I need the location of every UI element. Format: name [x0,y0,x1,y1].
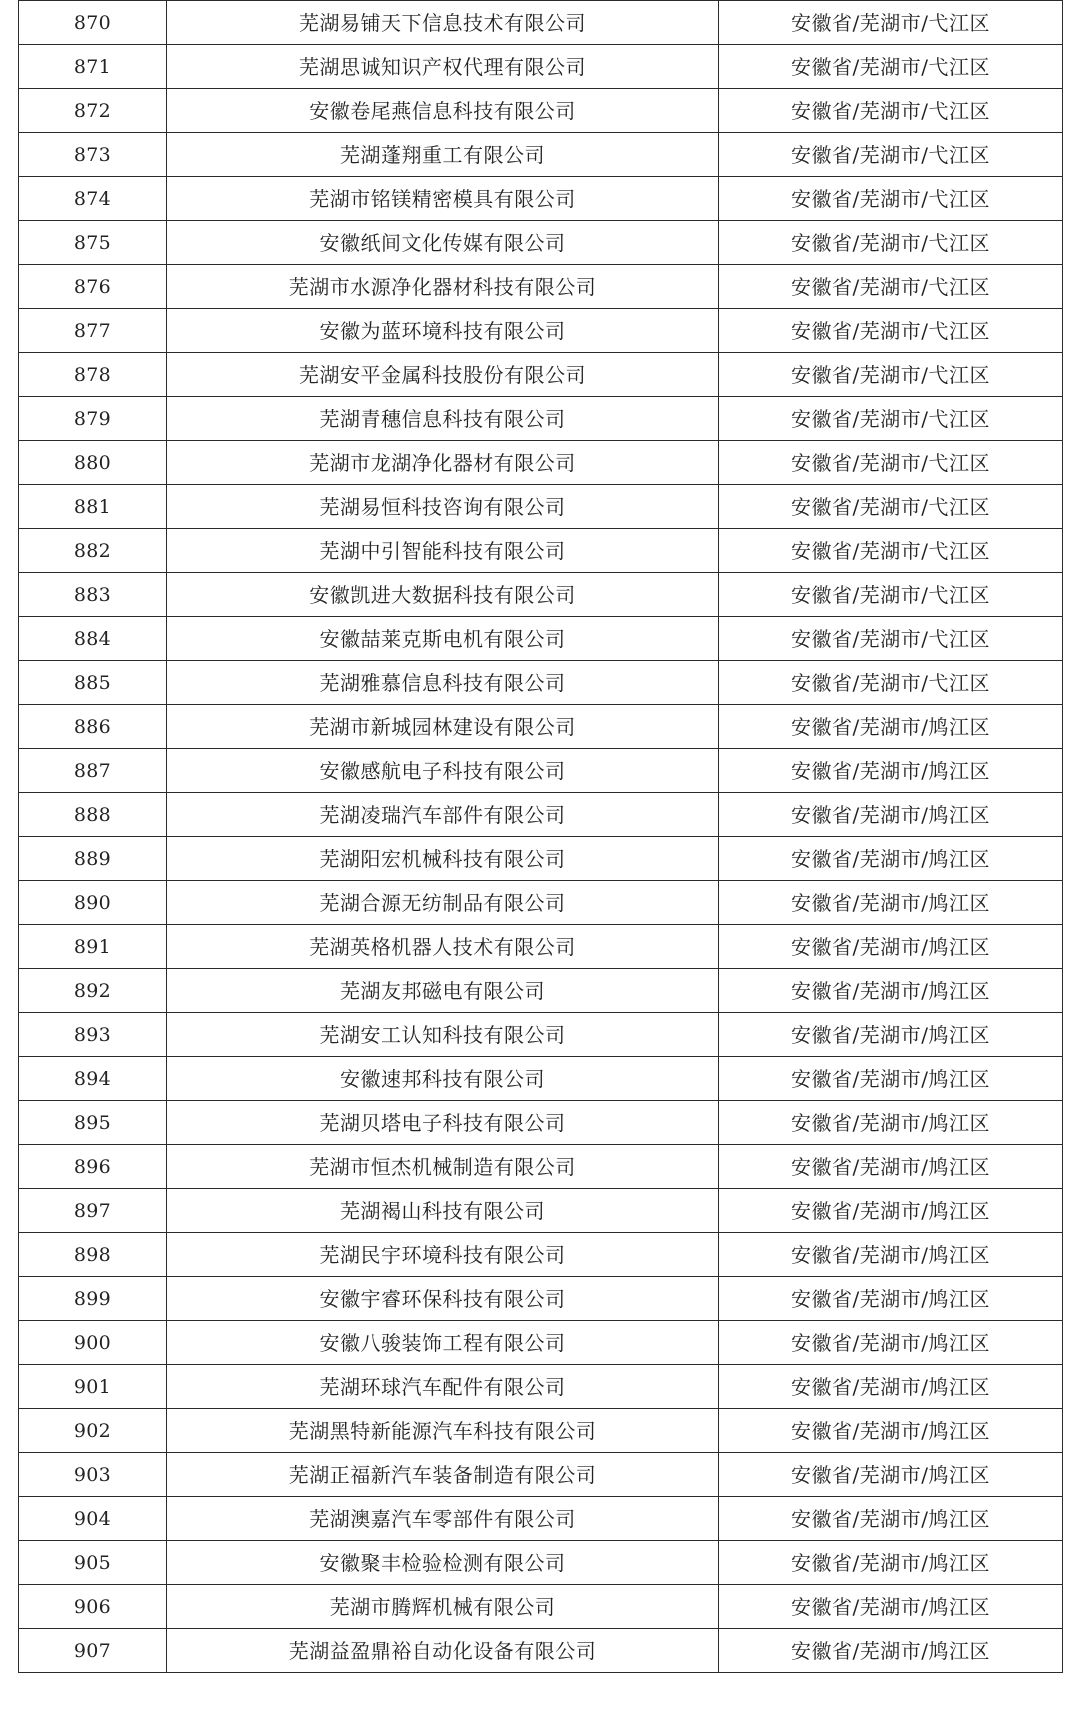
table-row [19,749,1063,793]
row-number-cell: 890 [19,881,167,925]
company-name-cell: 芜湖市新城园林建设有限公司 [167,705,719,749]
region-cell: 安徽省/芜湖市/鸠江区 [719,1145,1063,1189]
region-cell: 安徽省/芜湖市/鸠江区 [719,881,1063,925]
company-list-table [18,0,1063,1673]
company-name-cell: 安徽感航电子科技有限公司 [167,749,719,793]
company-name-cell: 芜湖阳宏机械科技有限公司 [167,837,719,881]
company-name-cell: 芜湖环球汽车配件有限公司 [167,1365,719,1409]
row-number-cell: 893 [19,1013,167,1057]
table-row [19,133,1063,177]
region-cell: 安徽省/芜湖市/鸠江区 [719,1453,1063,1497]
region-cell: 安徽省/芜湖市/弋江区 [719,661,1063,705]
table-row [19,485,1063,529]
row-number-cell: 882 [19,529,167,573]
region-cell: 安徽省/芜湖市/弋江区 [719,397,1063,441]
table-row [19,1409,1063,1453]
row-number-cell: 896 [19,1145,167,1189]
table-row [19,1189,1063,1233]
region-cell: 安徽省/芜湖市/鸠江区 [719,837,1063,881]
row-number-cell: 870 [19,1,167,45]
company-name-cell: 芜湖合源无纺制品有限公司 [167,881,719,925]
row-number-cell: 877 [19,309,167,353]
row-number-cell: 887 [19,749,167,793]
company-name-cell: 芜湖安平金属科技股份有限公司 [167,353,719,397]
region-cell: 安徽省/芜湖市/鸠江区 [719,793,1063,837]
table-row [19,573,1063,617]
table-row [19,1585,1063,1629]
table-row [19,441,1063,485]
table-row [19,1101,1063,1145]
table-row [19,881,1063,925]
company-name-cell: 芜湖褐山科技有限公司 [167,1189,719,1233]
region-cell: 安徽省/芜湖市/弋江区 [719,133,1063,177]
company-name-cell: 安徽速邦科技有限公司 [167,1057,719,1101]
row-number-cell: 880 [19,441,167,485]
table-row [19,969,1063,1013]
row-number-cell: 902 [19,1409,167,1453]
table-row [19,309,1063,353]
company-list-body [19,1,1063,1673]
row-number-cell: 873 [19,133,167,177]
row-number-cell: 885 [19,661,167,705]
company-name-cell: 安徽聚丰检验检测有限公司 [167,1541,719,1585]
table-row [19,837,1063,881]
region-cell: 安徽省/芜湖市/弋江区 [719,353,1063,397]
row-number-cell: 898 [19,1233,167,1277]
table-row [19,1453,1063,1497]
row-number-cell: 883 [19,573,167,617]
company-name-cell: 芜湖市水源净化器材科技有限公司 [167,265,719,309]
table-row [19,1321,1063,1365]
table-row [19,705,1063,749]
region-cell: 安徽省/芜湖市/弋江区 [719,89,1063,133]
region-cell: 安徽省/芜湖市/鸠江区 [719,1541,1063,1585]
company-name-cell: 芜湖市龙湖净化器材有限公司 [167,441,719,485]
region-cell: 安徽省/芜湖市/弋江区 [719,529,1063,573]
row-number-cell: 872 [19,89,167,133]
company-name-cell: 芜湖友邦磁电有限公司 [167,969,719,1013]
table-row [19,661,1063,705]
row-number-cell: 901 [19,1365,167,1409]
company-name-cell: 安徽喆莱克斯电机有限公司 [167,617,719,661]
row-number-cell: 899 [19,1277,167,1321]
table-row [19,1277,1063,1321]
company-name-cell: 芜湖中引智能科技有限公司 [167,529,719,573]
table-row [19,1145,1063,1189]
row-number-cell: 874 [19,177,167,221]
region-cell: 安徽省/芜湖市/鸠江区 [719,1497,1063,1541]
row-number-cell: 892 [19,969,167,1013]
company-name-cell: 芜湖青穗信息科技有限公司 [167,397,719,441]
region-cell: 安徽省/芜湖市/弋江区 [719,309,1063,353]
row-number-cell: 889 [19,837,167,881]
region-cell: 安徽省/芜湖市/鸠江区 [719,749,1063,793]
region-cell: 安徽省/芜湖市/鸠江区 [719,1189,1063,1233]
company-name-cell: 安徽凯进大数据科技有限公司 [167,573,719,617]
company-name-cell: 芜湖益盈鼎裕自动化设备有限公司 [167,1629,719,1673]
row-number-cell: 907 [19,1629,167,1673]
region-cell: 安徽省/芜湖市/鸠江区 [719,1629,1063,1673]
company-name-cell: 芜湖市铭镁精密模具有限公司 [167,177,719,221]
region-cell: 安徽省/芜湖市/鸠江区 [719,1409,1063,1453]
company-name-cell: 芜湖正福新汽车装备制造有限公司 [167,1453,719,1497]
company-name-cell: 芜湖易恒科技咨询有限公司 [167,485,719,529]
company-name-cell: 芜湖易铺天下信息技术有限公司 [167,1,719,45]
row-number-cell: 905 [19,1541,167,1585]
table-row [19,1,1063,45]
row-number-cell: 891 [19,925,167,969]
region-cell: 安徽省/芜湖市/鸠江区 [719,1277,1063,1321]
region-cell: 安徽省/芜湖市/弋江区 [719,45,1063,89]
region-cell: 安徽省/芜湖市/鸠江区 [719,1057,1063,1101]
row-number-cell: 884 [19,617,167,661]
table-row [19,1233,1063,1277]
company-name-cell: 芜湖黑特新能源汽车科技有限公司 [167,1409,719,1453]
table-row [19,45,1063,89]
region-cell: 安徽省/芜湖市/鸠江区 [719,705,1063,749]
table-row [19,1629,1063,1673]
table-row [19,1057,1063,1101]
company-name-cell: 安徽宇睿环保科技有限公司 [167,1277,719,1321]
row-number-cell: 886 [19,705,167,749]
company-name-cell: 芜湖市腾辉机械有限公司 [167,1585,719,1629]
region-cell: 安徽省/芜湖市/鸠江区 [719,1013,1063,1057]
company-name-cell: 芜湖澳嘉汽车零部件有限公司 [167,1497,719,1541]
region-cell: 安徽省/芜湖市/弋江区 [719,221,1063,265]
table-row [19,177,1063,221]
region-cell: 安徽省/芜湖市/鸠江区 [719,1233,1063,1277]
table-row [19,265,1063,309]
row-number-cell: 906 [19,1585,167,1629]
row-number-cell: 878 [19,353,167,397]
region-cell: 安徽省/芜湖市/弋江区 [719,617,1063,661]
table-row [19,617,1063,661]
company-name-cell: 芜湖贝塔电子科技有限公司 [167,1101,719,1145]
row-number-cell: 871 [19,45,167,89]
table-row [19,1541,1063,1585]
region-cell: 安徽省/芜湖市/鸠江区 [719,925,1063,969]
region-cell: 安徽省/芜湖市/鸠江区 [719,1585,1063,1629]
region-cell: 安徽省/芜湖市/弋江区 [719,573,1063,617]
row-number-cell: 904 [19,1497,167,1541]
region-cell: 安徽省/芜湖市/弋江区 [719,485,1063,529]
table-row [19,1497,1063,1541]
row-number-cell: 897 [19,1189,167,1233]
region-cell: 安徽省/芜湖市/弋江区 [719,265,1063,309]
row-number-cell: 895 [19,1101,167,1145]
region-cell: 安徽省/芜湖市/弋江区 [719,441,1063,485]
row-number-cell: 888 [19,793,167,837]
region-cell: 安徽省/芜湖市/弋江区 [719,177,1063,221]
table-row [19,529,1063,573]
company-name-cell: 芜湖市恒杰机械制造有限公司 [167,1145,719,1189]
row-number-cell: 900 [19,1321,167,1365]
row-number-cell: 894 [19,1057,167,1101]
region-cell: 安徽省/芜湖市/鸠江区 [719,969,1063,1013]
company-name-cell: 安徽卷尾燕信息科技有限公司 [167,89,719,133]
row-number-cell: 875 [19,221,167,265]
company-name-cell: 芜湖安工认知科技有限公司 [167,1013,719,1057]
company-name-cell: 芜湖民宇环境科技有限公司 [167,1233,719,1277]
table-row [19,793,1063,837]
row-number-cell: 879 [19,397,167,441]
table-row [19,397,1063,441]
company-name-cell: 芜湖凌瑞汽车部件有限公司 [167,793,719,837]
region-cell: 安徽省/芜湖市/鸠江区 [719,1321,1063,1365]
region-cell: 安徽省/芜湖市/鸠江区 [719,1101,1063,1145]
table-row [19,221,1063,265]
company-name-cell: 芜湖思诚知识产权代理有限公司 [167,45,719,89]
row-number-cell: 876 [19,265,167,309]
table-row [19,1013,1063,1057]
company-name-cell: 芜湖蓬翔重工有限公司 [167,133,719,177]
row-number-cell: 903 [19,1453,167,1497]
region-cell: 安徽省/芜湖市/弋江区 [719,1,1063,45]
table-row [19,1365,1063,1409]
region-cell: 安徽省/芜湖市/鸠江区 [719,1365,1063,1409]
company-name-cell: 安徽八骏装饰工程有限公司 [167,1321,719,1365]
company-name-cell: 安徽为蓝环境科技有限公司 [167,309,719,353]
table-row [19,89,1063,133]
document-page [18,0,1062,1716]
row-number-cell: 881 [19,485,167,529]
company-name-cell: 芜湖英格机器人技术有限公司 [167,925,719,969]
table-row [19,925,1063,969]
company-name-cell: 芜湖雅慕信息科技有限公司 [167,661,719,705]
company-name-cell: 安徽纸间文化传媒有限公司 [167,221,719,265]
table-row [19,353,1063,397]
